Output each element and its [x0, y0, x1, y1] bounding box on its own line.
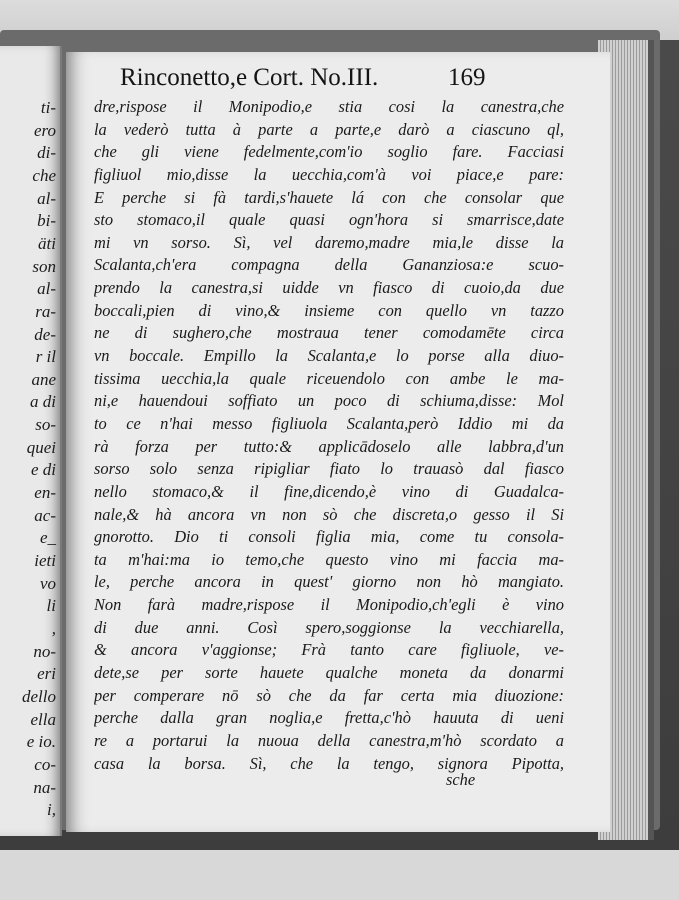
left-page-line-fragment: r il — [35, 347, 56, 367]
text-line: la vederò tutta à parte a parte,e darò a ciascuno ql, — [94, 119, 564, 139]
text-line: Non farà madre,rispose il Monipodio,ch'egli è vino — [94, 595, 564, 615]
text-line: figliuol mio,disse la uecchia,com'à voi piace,e pare: — [94, 164, 564, 184]
text-line: le, perche ancora in quest' giorno non hò mangiato. — [94, 572, 564, 592]
left-page-line-fragment: so- — [35, 415, 56, 435]
left-page-line-fragment: che — [32, 165, 56, 185]
text-line: casa la borsa. Sì, che la tengo, signora Pipotta, — [94, 753, 564, 773]
left-page-line-fragment: äti — [38, 233, 56, 253]
text-line: sto stomaco,il quale quasi ogn'hora si smarrisce,date — [94, 210, 564, 230]
text-line: Scalanta,ch'era compagna della Gananziosa:e scuo- — [94, 255, 564, 275]
running-head: Rinconetto,e Cort. No.III. — [120, 64, 379, 91]
left-page-line-fragment: vo — [39, 573, 56, 593]
left-page-line-fragment: al- — [37, 188, 56, 208]
text-line: boccali,pien di vino,& insieme con quello vn tazzo — [94, 300, 564, 320]
table-surface — [0, 850, 679, 900]
left-page-line-fragment: ra- — [35, 301, 56, 321]
text-line: che gli viene fedelmente,com'io soglio fare. Facciasi — [94, 142, 564, 162]
text-line: to ce n'hai messo figliuola Scalanta,però Iddio mi da — [94, 413, 564, 433]
left-page-line-fragment: al- — [37, 279, 56, 299]
right-page — [66, 52, 610, 832]
left-page-line-fragment: a di — [30, 392, 56, 412]
text-line: ne di sughero,che mostraua tener comodamēte circa — [94, 323, 564, 343]
catchword: sche — [446, 770, 476, 789]
left-page-line-fragment: na- — [33, 777, 56, 797]
text-line: vn boccale. Empillo la Scalanta,e lo porse alla diuo- — [94, 346, 564, 366]
left-page-line-fragment: quei — [26, 437, 56, 457]
text-line: & ancora v'aggionse; Frà tanto care figliuole, ve- — [94, 640, 564, 660]
left-page-line-fragment: ti- — [40, 98, 56, 117]
left-page-line-fragment: ieti — [34, 551, 56, 570]
text-line: prendo la canestra,si uidde vn fiasco di cuoio,da due — [94, 278, 564, 298]
text-line: per comperare nō sò che da far certa mia diuozione: — [94, 685, 564, 705]
text-line: dre,rispose il Monipodio,e stia cosi la canestra,che — [94, 97, 564, 116]
left-page-line-fragment: di- — [37, 143, 56, 163]
left-page-line-fragment: ero — [33, 120, 56, 140]
left-page-line-fragment: en- — [34, 483, 56, 503]
left-page-line-fragment: , — [51, 618, 56, 638]
left-page-line-fragment: no- — [33, 641, 56, 661]
text-line: sorso solo senza ripigliar fiato lo trauasò dal fiasco — [94, 459, 564, 479]
left-page-line-fragment: e di — [30, 460, 56, 480]
text-line: di due anni. Così spero,soggionse la vecchiarella, — [94, 617, 564, 637]
text-line: mi vn sorso. Sì, vel daremo,madre mia,le disse la — [94, 232, 564, 252]
left-page-line-fragment: eri — [37, 664, 56, 684]
text-line: perche dalla gran noglia,e fretta,c'hò hauuta di ueni — [94, 708, 564, 728]
left-page-line-fragment: e_ — [39, 528, 56, 548]
text-line: E perche si fà tardi,s'hauete lá con che consolar que — [94, 187, 564, 207]
text-line: re a portarui la nuoua della canestra,m'hò scordato a — [94, 730, 564, 750]
text-line: tissima uecchia,la quale riceuendolo con ambe le ma- — [94, 368, 564, 388]
text-line: nale,& hà ancora vn non sò che discreta,o gesso il Si — [94, 504, 564, 524]
left-page-line-fragment: co- — [34, 754, 56, 774]
text-line: nello stomaco,& il fine,dicendo,è vino di Guadalca- — [94, 481, 564, 501]
left-page-line-fragment: bi- — [37, 211, 56, 231]
left-page-line-fragment: dello — [22, 686, 56, 706]
left-page-line-fragment: son — [32, 256, 56, 276]
text-line: rà forza per tutto:& applicādoselo alle labbra,d'un — [94, 436, 564, 456]
left-page-line-fragment: li — [46, 596, 56, 616]
body-text — [94, 96, 564, 775]
page-number: 169 — [448, 64, 486, 91]
left-page-line-fragment: ac- — [34, 505, 56, 525]
text-line: gnorotto. Dio ti consoli figlia mia, come tu consola- — [94, 527, 564, 547]
left-page-line-fragment: de- — [34, 324, 56, 344]
left-page-line-fragment: ane — [31, 369, 56, 389]
text-line: dete,se per sorte hauete qualche moneta da donarmi — [94, 663, 564, 683]
left-page — [0, 46, 62, 836]
text-line: ni,e hauendoui soffiato un poco di schiuma,disse: Mol — [94, 391, 564, 411]
left-page-line-fragment: i, — [47, 800, 56, 820]
left-page-line-fragment: e io. — [26, 732, 56, 752]
left-page-line-fragment: ella — [30, 709, 56, 729]
text-line: ta m'hai:ma io temo,che questo vino mi faccia ma- — [94, 549, 564, 569]
